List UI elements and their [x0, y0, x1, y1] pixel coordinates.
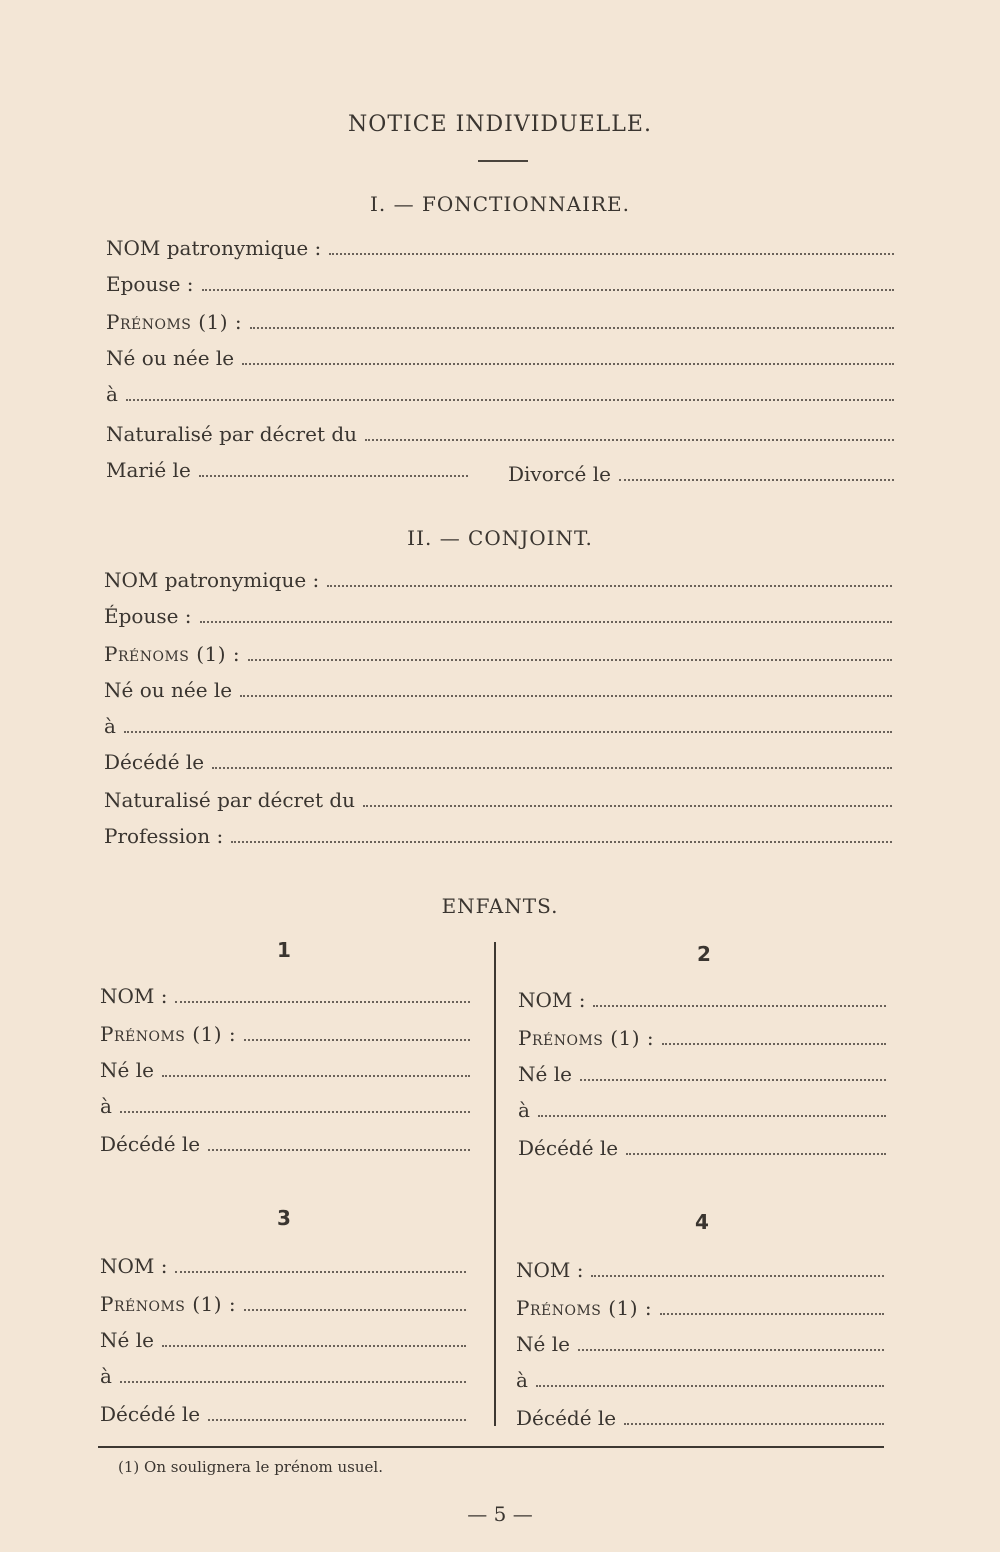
child3-prenoms-field[interactable]: [100, 1292, 466, 1320]
fill-line: [363, 791, 892, 807]
field-label: NOM :: [518, 988, 586, 1012]
field-epouse[interactable]: [106, 272, 894, 300]
field-naturalise[interactable]: [106, 422, 894, 450]
field-label: à: [518, 1098, 530, 1122]
fill-line: [208, 1135, 470, 1151]
child2-ne-field[interactable]: [518, 1062, 886, 1090]
fill-line: [199, 461, 468, 477]
field-label: Epouse :: [106, 272, 194, 296]
fill-line: [242, 349, 894, 365]
field-label: Décédé le: [518, 1136, 619, 1160]
fill-line: [662, 1029, 886, 1045]
fill-line: [626, 1139, 886, 1155]
child3-nom-field[interactable]: [100, 1254, 466, 1282]
child2-nom-field[interactable]: [518, 988, 886, 1016]
field-label: Né ou née le: [104, 678, 233, 702]
fill-line: [124, 717, 892, 733]
child3-lieu-field[interactable]: [100, 1364, 466, 1392]
fill-line: [538, 1101, 886, 1117]
fill-line: [202, 275, 894, 291]
column-divider: [494, 942, 496, 1426]
field-label: NOM :: [516, 1258, 584, 1282]
document-title: NOTICE INDIVIDUELLE.: [348, 112, 652, 137]
fill-line: [244, 1295, 466, 1311]
field-conjoint-lieu[interactable]: [104, 714, 892, 742]
field-conjoint-nom[interactable]: [104, 568, 892, 596]
fill-line: [619, 465, 894, 481]
child2-lieu-field[interactable]: [518, 1098, 886, 1126]
field-marie-le[interactable]: [106, 458, 468, 486]
field-divorce-le[interactable]: [508, 462, 894, 490]
child4-prenoms-field[interactable]: [516, 1296, 884, 1324]
field-ne-le[interactable]: [106, 346, 894, 374]
field-label: Prénoms (1) :: [518, 1026, 655, 1050]
child1-ne-field[interactable]: [100, 1058, 470, 1086]
field-label: à: [100, 1364, 112, 1388]
fill-line: [660, 1299, 884, 1315]
field-label: Né le: [100, 1328, 154, 1352]
child-number-4: 4: [695, 1210, 709, 1234]
fill-line: [231, 827, 892, 843]
field-label: Marié le: [106, 458, 191, 482]
field-label: Décédé le: [100, 1402, 201, 1426]
field-label: NOM patronymique :: [106, 236, 322, 260]
field-label: Prénoms (1) :: [100, 1022, 237, 1046]
field-conjoint-ne-le[interactable]: [104, 678, 892, 706]
fill-line: [329, 239, 894, 255]
footnote: (1) On soulignera le prénom usuel.: [118, 1458, 383, 1476]
fill-line: [175, 987, 470, 1003]
field-label: Décédé le: [100, 1132, 201, 1156]
child-number-3: 3: [277, 1206, 291, 1230]
child-number-1: 1: [277, 938, 291, 962]
fill-line: [327, 571, 892, 587]
field-label: Profession :: [104, 824, 224, 848]
field-lieu[interactable]: [106, 382, 894, 410]
fill-line: [591, 1261, 884, 1277]
child1-nom-field[interactable]: [100, 984, 470, 1012]
field-label: NOM patronymique :: [104, 568, 320, 592]
field-label: à: [516, 1368, 528, 1392]
field-conjoint-decede[interactable]: [104, 750, 892, 778]
child3-ne-field[interactable]: [100, 1328, 466, 1356]
field-label: Épouse :: [104, 604, 192, 628]
fill-line: [365, 425, 894, 441]
field-label: à: [106, 382, 118, 406]
field-label: Prénoms (1) :: [100, 1292, 237, 1316]
fill-line: [200, 607, 892, 623]
child1-lieu-field[interactable]: [100, 1094, 470, 1122]
child4-ne-field[interactable]: [516, 1332, 884, 1360]
fill-line: [212, 753, 892, 769]
fill-line: [536, 1371, 884, 1387]
title-rule: [478, 160, 528, 162]
field-label: Né le: [516, 1332, 570, 1356]
fill-line: [580, 1065, 886, 1081]
field-conjoint-epouse[interactable]: [104, 604, 892, 632]
fill-line: [120, 1097, 470, 1113]
fill-line: [120, 1367, 466, 1383]
field-label: Divorcé le: [508, 462, 611, 486]
child1-decede-field[interactable]: [100, 1132, 470, 1160]
field-prenoms[interactable]: [106, 310, 894, 338]
fill-line: [248, 645, 892, 661]
field-label: NOM :: [100, 1254, 168, 1278]
field-label: Né le: [100, 1058, 154, 1082]
field-label: Décédé le: [104, 750, 205, 774]
page-number: — 5 —: [467, 1502, 533, 1526]
field-label: Prénoms (1) :: [104, 642, 241, 666]
field-label: Prénoms (1) :: [516, 1296, 653, 1320]
section-heading-enfants: ENFANTS.: [441, 894, 559, 918]
fill-line: [250, 313, 894, 329]
child1-prenoms-field[interactable]: [100, 1022, 470, 1050]
child2-decede-field[interactable]: [518, 1136, 886, 1164]
child2-prenoms-field[interactable]: [518, 1026, 886, 1054]
footnote-rule: [98, 1446, 884, 1448]
section-heading-conjoint: II. — CONJOINT.: [407, 526, 593, 550]
section-heading-fonctionnaire: I. — FONCTIONNAIRE.: [369, 192, 631, 216]
fill-line: [244, 1025, 470, 1041]
field-label: NOM :: [100, 984, 168, 1008]
child3-decede-field[interactable]: [100, 1402, 466, 1430]
field-conjoint-naturalise[interactable]: [104, 788, 892, 816]
field-label: Décédé le: [516, 1406, 617, 1430]
fill-line: [208, 1405, 466, 1421]
fill-line: [175, 1257, 466, 1273]
field-label: Naturalisé par décret du: [104, 788, 356, 812]
fill-line: [624, 1409, 884, 1425]
child4-decede-field[interactable]: [516, 1406, 884, 1434]
fill-line: [593, 991, 886, 1007]
field-label: à: [100, 1094, 112, 1118]
field-label: Né le: [518, 1062, 572, 1086]
field-label: Prénoms (1) :: [106, 310, 243, 334]
field-nom-patronymique[interactable]: [106, 236, 894, 264]
fill-line: [162, 1331, 466, 1347]
child-number-2: 2: [697, 942, 711, 966]
field-label: Né ou née le: [106, 346, 235, 370]
field-label: à: [104, 714, 116, 738]
child4-nom-field[interactable]: [516, 1258, 884, 1286]
field-conjoint-profession[interactable]: [104, 824, 892, 852]
field-conjoint-prenoms[interactable]: [104, 642, 892, 670]
fill-line: [126, 385, 894, 401]
fill-line: [162, 1061, 470, 1077]
fill-line: [240, 681, 892, 697]
field-label: Naturalisé par décret du: [106, 422, 358, 446]
child4-lieu-field[interactable]: [516, 1368, 884, 1396]
fill-line: [578, 1335, 884, 1351]
